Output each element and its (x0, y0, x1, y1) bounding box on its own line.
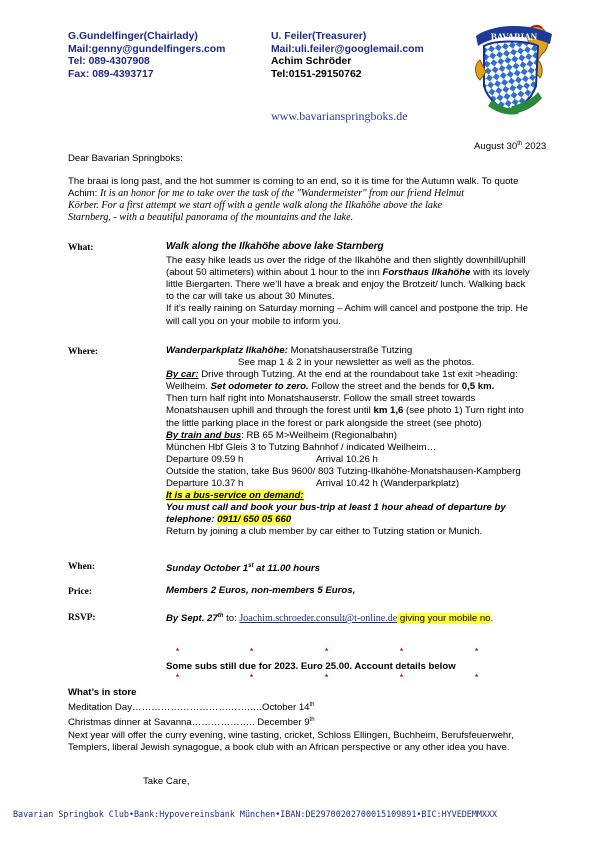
train-text: : RB 65 M>Weilheim (Regionalbahn) (241, 429, 397, 441)
asterisk: * (176, 647, 180, 656)
distance-note: 0,5 km. (461, 381, 495, 393)
club-logo (472, 20, 560, 118)
car-line: the little parking place in the forest or park alongside the street (see photo) (166, 417, 482, 429)
car-line (166, 369, 586, 381)
where-title-line (166, 345, 586, 357)
date-year: 2023 (522, 141, 547, 153)
intro-line: The braai is long past, and the hot summer is coming to an end, so it is time for the Autumn walk. To quote (68, 176, 519, 187)
what-line: The easy hike leads us over the ridge of the Ilkahöhe and then slightly downhill/uphill (166, 255, 526, 267)
store-item-text: Meditation Day……………………………….….October 14 (68, 702, 310, 714)
wandermeister-name: Achim Schröder (271, 56, 352, 68)
car-text: (see photo 1) Turn right into (403, 405, 524, 417)
demand-line (166, 490, 586, 502)
car-text: Weilheim. (166, 381, 211, 393)
asterisk: * (250, 647, 254, 656)
car-text: Drive through Tutzing. At the end at the roundabout take 1st exit >heading: (198, 369, 518, 381)
chairlady-fax: Fax: 089-4393717 (68, 68, 154, 80)
what-line (166, 267, 576, 279)
chairlady-email[interactable]: Mail:genny@gundelfingers.com (68, 43, 226, 55)
by-car-label: By car: (166, 369, 199, 381)
what-line: little Biergarten. There we’ll have a break and enjoy the Brotzeit/ lunch. Walking back (166, 279, 526, 291)
arrival-time: Arrival 10.42 h (Wanderparkplatz) (316, 478, 460, 490)
asterisk: * (475, 673, 479, 682)
asterisk-row-bottom (0, 673, 595, 683)
rsvp-mobile-note: giving your mobile no (397, 613, 491, 625)
wandermeister-phone: Tel:0151-29150762 (271, 68, 362, 80)
intro-quote: Körber. For a first attempt we start off with a gentle walk along the Ilkahöhe above the lake (68, 200, 443, 212)
map-note: See map 1 & 2 in your newsletter as well as the photos. (238, 357, 475, 369)
date-suffix: th (309, 702, 315, 709)
chairlady-name: G.Gundelfinger(Chairlady) (68, 31, 198, 42)
rsvp-end: . (490, 613, 494, 625)
asterisk: * (250, 673, 254, 682)
event-time: at 11.00 hours (253, 563, 320, 575)
car-text: Monatshausen uphill and through the forest until (166, 405, 374, 417)
booking-note: telephone: (166, 514, 218, 526)
where-address: Monatshauserstraße Tutzing (287, 345, 413, 356)
subs-due-note: Some subs still due for 2023. Euro 25.00. Account details below (166, 661, 456, 672)
store-title: What’s in store (68, 687, 137, 698)
rsvp-to: to: (223, 613, 240, 625)
rsvp-email-link[interactable]: Joachim.schroeder.consult@t-online.de (239, 613, 398, 625)
what-label: What: (68, 243, 94, 253)
asterisk: * (475, 647, 479, 656)
departure-time: Departure 09.59 h (166, 453, 244, 465)
club-logo-graphic (472, 20, 560, 118)
chairlady-contact (68, 31, 225, 81)
treasurer-name: U. Feiler(Treasurer) (271, 31, 367, 42)
asterisk: * (400, 673, 404, 682)
website-link[interactable]: www.bavarianspringboks.de (271, 109, 408, 123)
what-line: will call you on your mobile to inform you. (166, 315, 341, 327)
logo-text: BAVARIAN (490, 32, 538, 42)
price-label: Price: (68, 587, 92, 597)
letter-date (474, 138, 546, 153)
store-item (68, 699, 588, 714)
intro-quote: Starnberg, - with a beautiful panorama of the mountains and the lake. (68, 212, 354, 224)
car-line (166, 405, 586, 417)
train-line: München Hbf Gleis 3 to Tutzing Bahnhof / indicated Weilheim… (166, 441, 437, 453)
asterisk: * (325, 673, 329, 682)
bus-line: Outside the station, take Bus 9600/ 803 Tutzing-Ilkahöhe-Monatshausen-Kampberg (166, 465, 521, 477)
asterisk: * (176, 673, 180, 682)
asterisk: * (400, 647, 404, 656)
store-line: Next year will offer the curry evening, wine tasting, cricket, Schloss Ellingen, Buchheim, Berufsfeuerwehr, (68, 729, 514, 741)
when-text (166, 560, 320, 575)
treasurer-email[interactable]: Mail:uli.feiler@googlemail.com (271, 43, 424, 55)
departure-time: Departure 10.37 h (166, 478, 244, 490)
whats-in-store (68, 687, 588, 754)
what-line: If it’s really raining on Saturday morning – Achim will cancel and postpone the trip. He (166, 303, 528, 315)
schedule-row (166, 454, 586, 466)
where-label: Where: (68, 347, 99, 357)
return-note: Return by joining a club member by car either to Tutzing station or Munich. (166, 526, 483, 538)
closing: Take Care, (143, 776, 190, 787)
chairlady-phone: Tel: 089-4307908 (68, 56, 150, 68)
bank-details-footer: Bavarian Springbok Club•Bank:Hypovereinsbank München•IBAN:DE29700202700015109891•BIC:HYVEDEMMXXX (13, 809, 498, 819)
schedule-row (166, 478, 586, 490)
booking-phone: 0911/ 650 05 660 (217, 514, 292, 526)
by-train-label: By train and bus (166, 429, 242, 441)
car-text: Follow the street and the bends for (308, 381, 462, 393)
store-item-text: Christmas dinner at Savanna……………….. December 9 (68, 717, 310, 729)
date-suffix: th (309, 717, 315, 724)
date-suffix: st (248, 563, 254, 569)
rsvp-text (166, 610, 493, 625)
store-line: Templers, liberal Jewish synagogue, a book club with an African perspective or any other idea you have. (68, 741, 510, 753)
inn-name: Forsthaus Ilkahöhe (382, 267, 471, 279)
what-text: with its lovely (470, 267, 530, 279)
date-suffix: th (217, 613, 224, 619)
store-item (68, 714, 588, 729)
intro-attribution: Achim: (68, 188, 100, 200)
intro-line (68, 188, 568, 200)
event-date: Sunday October 1 (166, 563, 249, 575)
car-line (166, 381, 586, 393)
where-section (166, 345, 586, 539)
train-line (166, 430, 586, 442)
car-line: Then turn half right into Monatshauserstr. Follow the small street towards (166, 393, 476, 405)
intro-quote: It is an honor for me to take over the task of the "Wandermeister" from our friend Helmut (100, 188, 465, 200)
odometer-note: Set odometer to zero. (210, 381, 309, 393)
greeting: Dear Bavarian Springboks: (68, 153, 183, 164)
date-text: August 30 (474, 141, 518, 153)
distance-note: km 1,6 (373, 405, 404, 417)
what-line: to the car will take us about 30 Minutes. (166, 291, 335, 303)
asterisk-row-top (0, 647, 595, 657)
booking-note: You must call and book your bus-trip at least 1 hour ahead of departure by (166, 502, 506, 514)
rsvp-deadline: By Sept. 27 (166, 613, 218, 625)
asterisk: * (325, 647, 329, 656)
booking-phone-line (166, 514, 586, 526)
date-suffix: th (517, 141, 523, 147)
what-text: (about 50 altimeters) within about 1 hour to the inn (166, 267, 383, 279)
what-title: Walk along the Ilkahöhe above lake Starnberg (166, 241, 384, 252)
intro-paragraph (68, 176, 568, 224)
arrival-time: Arrival 10.26 h (316, 453, 378, 465)
treasurer-contact (271, 31, 424, 81)
rsvp-label: RSVP: (68, 613, 96, 623)
when-label: When: (68, 562, 96, 572)
price-text: Members 2 Euros, non-members 5 Euros, (166, 585, 356, 596)
where-title: Wanderparkplatz Ilkahöhe: (166, 345, 288, 356)
what-section (166, 241, 576, 328)
bus-on-demand-note: It is a bus-service on demand: (166, 490, 304, 502)
